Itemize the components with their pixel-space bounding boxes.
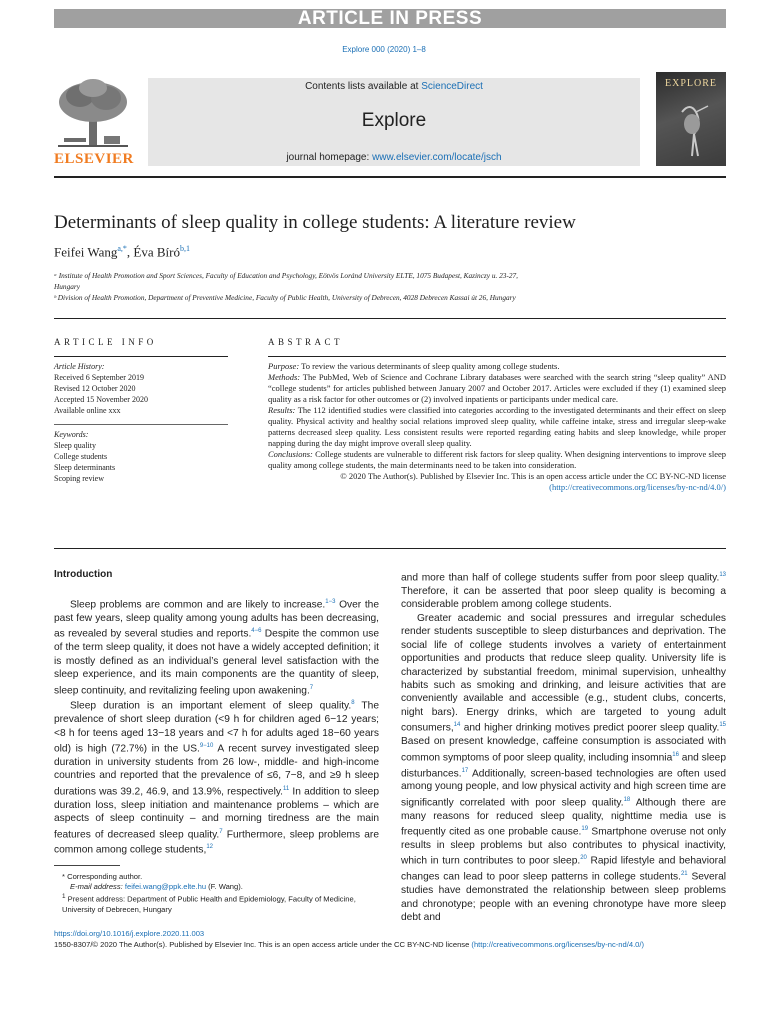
- header-rule: [54, 176, 726, 178]
- footnote-email: [54, 882, 379, 892]
- right-column-text: [401, 569, 726, 924]
- abstract-methods: [268, 372, 726, 405]
- paragraph: [401, 612, 726, 925]
- footnote-rule: [54, 865, 120, 866]
- contents-line: [148, 81, 640, 92]
- email-label: E-mail address:: [70, 882, 125, 891]
- footnote-text: Present address: Department of Public Health and Epidemiology, Faculty of Medicine, University of Debrecen, Hungary: [62, 894, 356, 914]
- cover-title: EXPLORE: [665, 78, 717, 89]
- citation-ref[interactable]: 7: [219, 828, 223, 835]
- purpose-label: Purpose:: [268, 361, 300, 371]
- heron-icon: [656, 72, 726, 166]
- text-run: Sleep duration is an important element of sleep quality.: [70, 700, 352, 712]
- abstract-rule: [268, 356, 726, 357]
- paragraph: [54, 697, 379, 857]
- footnote-present-address: [54, 892, 379, 915]
- abstract-conclusions: [268, 449, 726, 471]
- issn-license-link[interactable]: (http://creativecommons.org/licenses/by-nc-nd/4.0/): [471, 940, 645, 949]
- results-text: The 112 identified studies were classified into categories according to the investigated determinants and their effect on sleep quality. Physical activity and healthy social relations improved sleep quality, while caffeine intake, stress and irregular sleep-wake patterns decreased sleep quality. Less consistent results were reported regarding eating habits and sleep knowledge, while proper napping during the day might improve overall sleep quality.: [268, 405, 726, 448]
- affiliation-a-country: Hungary: [54, 282, 80, 291]
- citation-ref[interactable]: 16: [672, 751, 679, 758]
- author-name[interactable]: Feifei Wang: [54, 244, 118, 260]
- author-affiliation-marker[interactable]: a,*: [117, 244, 127, 253]
- history-received: Received 6 September 2019: [54, 373, 144, 382]
- methods-label: Methods:: [268, 372, 301, 382]
- paragraph: [54, 596, 379, 697]
- abstract-heading: ABSTRACT: [268, 337, 344, 347]
- elsevier-tree-icon: [54, 78, 132, 150]
- text-run: Therefore, it can be asserted that poor sleep quality is becoming a considerable problem among college students.: [401, 585, 726, 611]
- citation-ref[interactable]: 17: [461, 767, 469, 774]
- text-run: Greater academic and social pressures and irregular schedules render students susceptible to sleep disturbances and deprivation. The social life of college students involves a variety of entertainment opportunities and products that reduce sleep quality. University life is characterized by substantial freedom, minimal supervision, unhealthy habits such as smoking and drinking, and leisure activities that are conveniently available and accessible (e.g., student clubs, concerts, night bars). Energy drinks, which are targeted to young adult consumers,: [401, 612, 726, 734]
- history-online: Available online xxx: [54, 406, 121, 415]
- keyword[interactable]: Scoping review: [54, 474, 104, 483]
- keyword[interactable]: Sleep determinants: [54, 463, 116, 472]
- citation-ref[interactable]: 7: [309, 684, 314, 691]
- journal-homepage-line: [148, 152, 640, 163]
- citation-ref[interactable]: 13: [719, 572, 726, 578]
- contents-prefix: Contents lists available at: [305, 81, 422, 92]
- introduction-heading: Introduction: [54, 569, 113, 580]
- elsevier-wordmark: ELSEVIER: [54, 151, 134, 167]
- text-run: The prevalence of short sleep duration (<9 h for children aged 6−12 years; <8 h for teens aged 13−18 years and <7 h for adults aged 18−60 years old) is high (72.7%) in the US.: [54, 700, 379, 755]
- text-run: In addition to sleep duration loss, sleep initiation and maintenance problems – which are aspects of sleep continuity – and morning tiredness are the main features of decreased sleep quality.: [54, 786, 379, 840]
- author-name[interactable]: Éva Bíró: [133, 244, 180, 260]
- text-run: Over the past few years, sleep quality among young adults has been decreasing, as revealed by several studies and reports.: [54, 599, 379, 640]
- conclusions-text: College students are vulnerable to different risk factors for sleep quality. When designing interventions to improve sleep quality among college students, the main determinants need to be taken into consideration.: [268, 449, 726, 470]
- elsevier-logo[interactable]: [54, 78, 132, 168]
- footnote-marker: *: [62, 872, 65, 881]
- abstract-copyright: © 2020 The Author(s). Published by Elsevier Inc. This is an open access article under the CC BY-NC-ND license: [340, 471, 726, 481]
- footnote-corresponding: [54, 872, 379, 882]
- purpose-text: To review the various determinants of sleep quality among college students.: [299, 361, 560, 371]
- citation-ref[interactable]: 11: [283, 785, 290, 792]
- keywords-list: [54, 429, 228, 484]
- email-suffix: (F. Wang).: [206, 882, 243, 891]
- journal-name: Explore: [361, 110, 427, 131]
- journal-homepage-link[interactable]: www.elsevier.com/locate/jsch: [372, 152, 502, 163]
- journal-cover-image[interactable]: [656, 72, 726, 166]
- keyword[interactable]: College students: [54, 452, 108, 461]
- article-info-heading: ARTICLE INFO: [54, 337, 157, 347]
- license-link[interactable]: (http://creativecommons.org/licenses/by-nc-nd/4.0/): [549, 482, 726, 492]
- citation-ref[interactable]: 9−10: [199, 743, 214, 750]
- affiliation-b: ᵇ Division of Health Promotion, Department of Preventive Medicine, Faculty of Public Health, University of Debrecen, 4028 Debrecen Kassai út 26, Hungary: [54, 293, 516, 302]
- citation-ref[interactable]: 19: [581, 826, 589, 833]
- homepage-prefix: journal homepage:: [286, 152, 373, 163]
- author-affiliation-marker[interactable]: b,1: [179, 244, 190, 253]
- text-run: and higher drinking motives predict poorer sleep quality.: [460, 722, 720, 734]
- abstract-results: [268, 405, 726, 449]
- left-column-text: [54, 596, 379, 857]
- abstract-body: [268, 361, 726, 493]
- text-run: Smartphone overuse not only results in sleep problems but also contributes to physical inactivity, which in turn contributes to poor sleep.: [401, 826, 726, 867]
- keyword[interactable]: Sleep quality: [54, 441, 96, 450]
- article-in-press-banner: ARTICLE IN PRESS: [54, 9, 726, 28]
- conclusions-label: Conclusions:: [268, 449, 313, 459]
- text-run: Rapid lifestyle and behavioral changes can lead to poor sleep patterns in college students.: [401, 855, 726, 883]
- text-run: Based on present knowledge, caffeine consumption is associated with common symptoms of poor sleep quality, including insomnia: [401, 736, 726, 764]
- article-info-rule: [54, 356, 228, 357]
- text-run: Sleep problems are common and are likely to increase.: [70, 599, 326, 611]
- author-list: [54, 244, 190, 260]
- body-rule: [54, 548, 726, 549]
- citation-ref[interactable]: 21: [680, 871, 688, 878]
- text-run: A recent survey investigated sleep duration in university students from 26 low-, middle- and high-income countries and reported that the prevalence of ≤6, 7−8, and ≥9 h sleep durations was 39.2, 46.9, and 13.9%, respectively.: [54, 743, 379, 798]
- journal-masthead: [148, 78, 640, 166]
- article-title: Determinants of sleep quality in college students: A literature review: [54, 212, 576, 233]
- email-link[interactable]: feifei.wang@ppk.elte.hu: [124, 882, 207, 891]
- journal-citation[interactable]: Explore 000 (2020) 1–8: [342, 45, 426, 54]
- text-run: and more than half of college students suffer from poor sleep quality.: [401, 572, 720, 584]
- text-run: Although there are many reasons for reduced sleep quality, nighttime media use is frequently cited as one probable cause.: [401, 797, 727, 838]
- text-run: Additionally, screen-based technologies are often used among young people, and low physical activity and high screen time are significantly correlated with poor sleep quality.: [401, 767, 726, 809]
- footnote-text: Corresponding author.: [67, 872, 143, 881]
- text-run: Furthermore, sleep problems are common among college students,: [54, 828, 379, 856]
- keywords-rule: [54, 424, 228, 425]
- citation-ref[interactable]: 1−3: [325, 599, 336, 605]
- paragraph: [401, 569, 726, 612]
- issn-text: 1550-8307/© 2020 The Author(s). Published by Elsevier Inc. This is an open access article under the CC BY-NC-ND license: [54, 940, 472, 949]
- footnote-marker: 1: [62, 893, 66, 900]
- citation-ref[interactable]: 4−6: [251, 628, 262, 635]
- article-history: [54, 361, 228, 416]
- doi-link[interactable]: https://doi.org/10.1016/j.explore.2020.11.003: [54, 929, 205, 938]
- author-separator: ,: [126, 244, 134, 260]
- affiliation-a: ᵃ Institute of Health Promotion and Sport Sciences, Faculty of Education and Psychology, Eötvös Loránd University ELTE, 1075 Budapest, Kazinczy u. 23-27,: [54, 271, 518, 280]
- text-run: Despite the common use of the term sleep quality, it does not have a widely accepted definition; it is mostly defined as an individual’s general level satisfaction with the sleep experience, and its main components are the quantity of sleep, sleep continuity, and revitalizing feeling upon awakening.: [54, 628, 380, 696]
- citation-ref[interactable]: 14: [453, 722, 461, 729]
- text-run: Several studies have demonstrated the relationship between sleep problems and chronotype; people with an evening chronotype have more sleep debt and: [401, 871, 726, 923]
- footnotes: [54, 872, 379, 915]
- results-label: Results:: [268, 405, 296, 415]
- history-label: Article History:: [54, 362, 105, 371]
- issn-line: [54, 940, 754, 950]
- citation-ref[interactable]: 12: [206, 844, 214, 851]
- methods-text: The PubMed, Web of Science and Cochrane Library databases were searched with the search string “sleep quality” AND “college students” for articles published between January 2007 and October 2017. Articles were excluded if they (1) examined sleep quality as a risk factor for other outcomes or (2) involved inpatients or participants under medical care.: [268, 372, 726, 404]
- citation-ref[interactable]: 20: [580, 855, 587, 862]
- citation-ref[interactable]: 15: [719, 722, 726, 729]
- citation-ref[interactable]: 8: [351, 700, 355, 707]
- section-rule: [54, 318, 726, 319]
- citation-ref[interactable]: 18: [623, 796, 631, 803]
- abstract-purpose: [268, 361, 726, 372]
- history-accepted: Accepted 15 November 2020: [54, 395, 148, 404]
- sciencedirect-link[interactable]: ScienceDirect: [421, 81, 483, 92]
- history-revised: Revised 12 October 2020: [54, 384, 136, 393]
- text-run: and sleep disturbances.: [401, 752, 726, 779]
- keywords-label: Keywords:: [54, 430, 89, 439]
